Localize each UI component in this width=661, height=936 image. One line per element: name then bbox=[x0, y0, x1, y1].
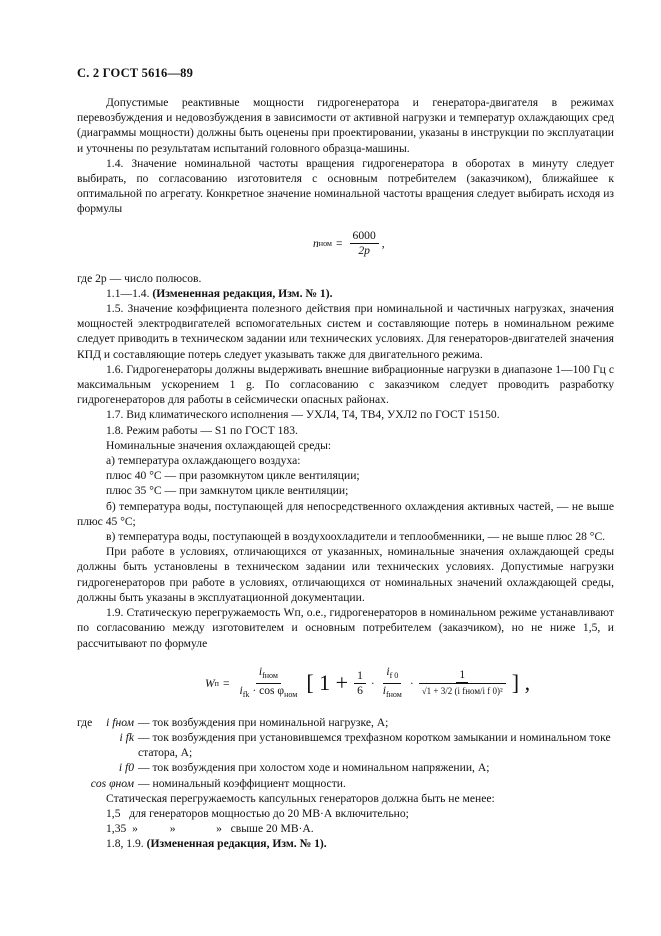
where-label bbox=[77, 730, 106, 760]
formula1-lhs: n bbox=[313, 236, 319, 250]
paragraph-air-closed: плюс 35 °С — при замкнутом цикле вентиляции; bbox=[106, 484, 349, 498]
paragraph-air-open: плюс 40 °С — при разомкнутом цикле вентиляции; bbox=[106, 469, 360, 483]
f2-frac1-den: i bbox=[239, 683, 243, 697]
paragraph-water-direct: б) температура воды, поступающей для непосредственного охлаждения активных частей, — не выше плюс 45 °С; bbox=[77, 499, 614, 528]
paragraph-other-conditions: При работе в условиях, отличающихся от указанных, номинальные значения охлаждающей среды должны быть установлены в техническом задании или технических условиях. Допустимые нагрузки гидрогенераторов при работе в условиях, отличающихся от номинальных значений охлаждающей среды, должны быть указаны в эксплуатационной документации. bbox=[77, 545, 614, 604]
f2-frac1-den-sub: fk bbox=[242, 689, 250, 699]
formula1-fraction bbox=[350, 229, 379, 258]
paragraph-1-5: 1.5. Значение коэффициента полезного действия при номинальной и частичных нагрузках, значения мощностей электродвигателей вспомогательных систем и составляющие потерь в номинальном режиме следует приводить в техническом задании или технических условиях. Для генераторов-двигателей значения КПД и составляющие потерь следует указывать также для двигательного режима. bbox=[77, 302, 614, 361]
paragraph-1-4: 1.4. Значение номинальной частоты вращения гидрогенератора в оборотах в минуту следует выбирать, по согласованию изготовителя с основным потребителем (заказчиком), ближайшее к оптимальной по агрегату. Конкретное значение номинальной частоты вращения следует выбирать исходя из формулы bbox=[77, 156, 614, 216]
paragraph-capsule-1-5: 1,5 для генераторов мощностью до 20 МВ·А включительно; bbox=[106, 806, 409, 820]
edition-note-2 bbox=[77, 836, 614, 851]
paragraph-1-7: 1.7. Вид климатического исполнения — УХЛ4, Т4, ТВ4, УХЛ2 по ГОСТ 15150. bbox=[106, 408, 500, 422]
formula1-denominator: 2p bbox=[358, 243, 370, 257]
edition-note-2-bold: (Измененная редакция, Изм. № 1). bbox=[146, 837, 327, 851]
formula2-eq: = bbox=[222, 676, 230, 690]
formula-static-overload: W п = $\frac{i_{fном}}{i_{fk} \cdot \cos \varphi_{ном}}$ [ 1 + $\frac{1}{6}$ · $\frac{i_{f 0}}{i_{fном}}$ · $\frac{1}{\text{√1 + 3/2 (i fном/i f 0)²}}$ ] , bbox=[77, 659, 614, 711]
f2-frac2-den: 6 bbox=[357, 683, 363, 697]
f2-frac3-den: i bbox=[382, 683, 386, 697]
paragraph-cooling-values: Номинальные значения охлаждающей среды: bbox=[106, 438, 332, 452]
formula2-fraction-1 bbox=[237, 665, 301, 702]
where-symbol: i f0 bbox=[118, 761, 134, 775]
paragraph-1-6: 1.6. Гидрогенераторы должны выдерживать внешние вибрационные нагрузки в диапазоне 1—100 Гц с максимальным ускорением 1 g. По согласованию с заказчиком следует проводить разработку гидрогенераторов для работы в сейсмически опасных районах. bbox=[77, 362, 614, 407]
formula2-mid: [ 1 + bbox=[306, 670, 349, 696]
edition-note-2-prefix: 1.8, 1.9. bbox=[106, 837, 144, 851]
f2-frac3-den-sub: fном bbox=[385, 689, 402, 699]
f2-frac1-num: i bbox=[258, 664, 263, 678]
formula2-lhs: W bbox=[205, 676, 215, 690]
edition-note-1 bbox=[77, 286, 614, 301]
f2-frac4-den: √1 + 3/2 (i fном/i f 0)² bbox=[419, 683, 506, 698]
where-text: — ток возбуждения при установившемся трехфазном коротком замыкании и номинальном токе статора, А; bbox=[138, 730, 611, 760]
formula2-fraction-3 bbox=[380, 665, 405, 702]
where-row bbox=[77, 730, 614, 760]
paragraph-1-9: 1.9. Статическую перегружаемость Wп, о.е., гидрогенераторов в номинальном режиме устанавливают по согласованию между изготовителем и основным потребителем (заказчиком), но не ниже 1,5, и рассчитывают по формуле bbox=[77, 606, 614, 650]
f2-frac1-den-tail: · cos φ bbox=[252, 683, 285, 697]
paragraph-capsule-1-35: 1,35 » » » свыше 20 МВ·А. bbox=[106, 822, 314, 836]
paragraph-1-8: 1.8. Режим работы — S1 по ГОСТ 183. bbox=[106, 423, 298, 437]
document-body bbox=[77, 95, 614, 852]
f2-frac3-num-sub: f 0 bbox=[389, 670, 399, 680]
paragraph-reactive-power: Допустимые реактивные мощности гидрогенератора и генератора-двигателя в режимах перевозбуждения и недовозбуждения в зависимости от активной нагрузки и температур охлаждающих сред (диаграммы мощности) должны быть оценены при проектировании, указаны в инструкции по эксплуатации и уточнены по результатам испытаний головного образца-машины. bbox=[77, 96, 614, 155]
f2-frac1-num-sub: fном bbox=[262, 670, 278, 680]
where-row bbox=[77, 760, 614, 775]
where-label: где bbox=[77, 715, 93, 729]
edition-note-1-bold: (Измененная редакция, Изм. № 1). bbox=[152, 286, 333, 300]
where-text: — номинальный коэффициент мощности. bbox=[138, 776, 346, 790]
paragraph-water-coolers: в) температура воды, поступающей в воздухоохладители и теплообменники, — не выше плюс 28 °С. bbox=[106, 530, 606, 544]
f2-frac1-den-tail-sub: ном bbox=[284, 689, 298, 699]
edition-note-1-prefix: 1.1—1.4. bbox=[106, 286, 150, 300]
f2-frac2-num: 1 bbox=[354, 669, 366, 684]
where-text: — ток возбуждения при холостом ходе и номинальном напряжении, А; bbox=[138, 761, 490, 775]
where-symbol: i fном bbox=[106, 715, 134, 729]
formula1-eq: = bbox=[336, 236, 343, 250]
formula2-close: ] , bbox=[511, 670, 531, 696]
formula2-fraction-4 bbox=[419, 668, 506, 698]
where-row bbox=[77, 715, 614, 730]
formula2-lhs-sub: п bbox=[214, 678, 219, 688]
where-text: — ток возбуждения при номинальной нагрузке, А; bbox=[138, 715, 389, 729]
f2-frac4-num: 1 bbox=[456, 668, 468, 683]
formula1-numerator: 6000 bbox=[350, 229, 379, 244]
formula-rotation-speed bbox=[77, 221, 614, 269]
where-poles: где 2p — число полюсов. bbox=[77, 271, 202, 285]
formula2-fraction-2 bbox=[354, 669, 366, 698]
formula1-tail: , bbox=[381, 236, 385, 250]
where-label bbox=[77, 760, 106, 775]
where-symbol: i fk bbox=[119, 730, 134, 744]
paragraph-capsule: Статическая перегружаемость капсульных генераторов должна быть не менее: bbox=[106, 791, 495, 805]
f2-frac3-num: i bbox=[386, 664, 390, 678]
where-row bbox=[77, 776, 614, 791]
paragraph-air-temp: а) температура охлаждающего воздуха: bbox=[106, 454, 301, 468]
page-header: С. 2 ГОСТ 5616—89 bbox=[77, 66, 194, 80]
formula1-lhs-sub: ном bbox=[318, 238, 332, 248]
where-symbol: cos φном bbox=[90, 776, 134, 790]
